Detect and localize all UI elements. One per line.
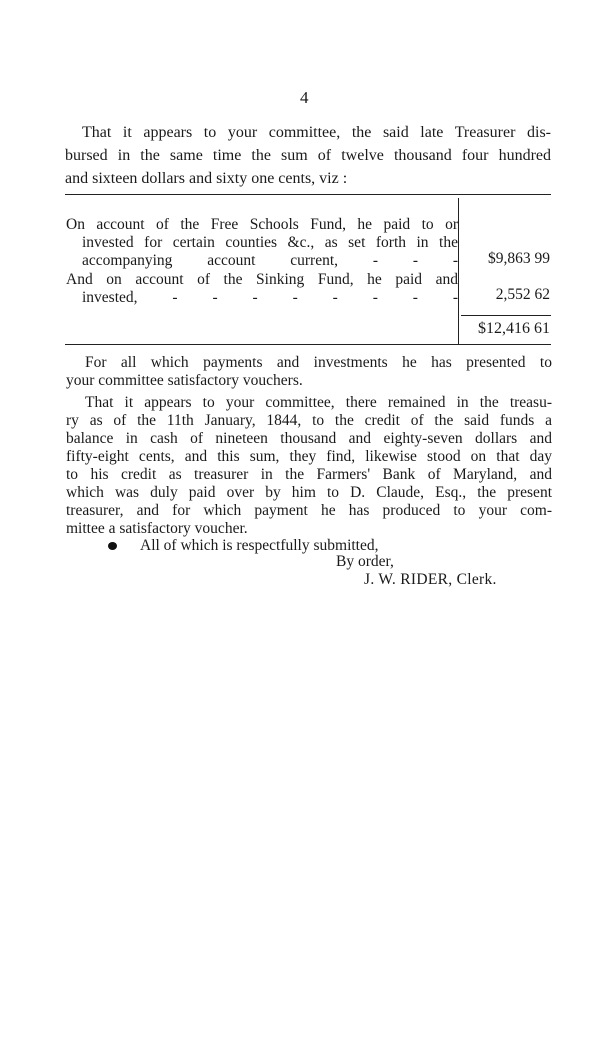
balance-paragraph xyxy=(66,394,552,538)
page-number: 4 xyxy=(300,88,309,107)
text-line: to his credit as treasurer in the Farmers' Bank of Maryland, and xyxy=(66,466,552,483)
text-line: and sixteen dollars and sixty one cents, viz : xyxy=(65,170,348,187)
signature: J. W. RIDER, Clerk. xyxy=(364,571,497,588)
total-rule xyxy=(461,315,551,316)
amount-column-divider xyxy=(458,198,459,344)
text-line: invested, - - - - - - - - xyxy=(82,289,458,306)
vouchers-paragraph xyxy=(66,354,552,390)
account-free-schools xyxy=(66,216,458,270)
text-line: treasurer, and for which payment he has produced to your com- xyxy=(66,502,552,519)
text-line: fifty-eight cents, and this sum, they find, likewise stood on that day xyxy=(66,448,552,465)
text-line: your committee satisfactory vouchers. xyxy=(66,372,303,389)
text-line: For all which payments and investments he has presented to xyxy=(85,354,552,371)
text-line: balance in cash of nineteen thousand and eighty-seven dollars and xyxy=(66,430,552,447)
text-line: mittee a satisfactory voucher. xyxy=(66,520,248,537)
text-line: bursed in the same time the sum of twelve thousand four hundred xyxy=(65,147,551,164)
text-line: ry as of the 11th January, 1844, to the credit of the said funds a xyxy=(66,412,552,429)
text-line: That it appears to your committee, there remained in the treasu- xyxy=(85,394,552,411)
text-line: And on account of the Sinking Fund, he paid and xyxy=(66,271,458,288)
ink-blot xyxy=(108,542,117,550)
intro-paragraph xyxy=(65,121,551,190)
account-sinking-fund xyxy=(66,271,458,307)
text-line: accompanying account current, - - - xyxy=(82,252,458,269)
text-line: That it appears to your committee, the said late Treasurer dis- xyxy=(82,124,551,141)
text-line: which was duly paid over by him to D. Claude, Esq., the present xyxy=(66,484,552,501)
text-line: invested for certain counties &c., as set forth in the xyxy=(82,234,458,251)
amount-sinking-fund: 2,552 62 xyxy=(495,286,550,303)
by-order: By order, xyxy=(336,553,394,570)
table-top-rule xyxy=(65,194,551,195)
total-amount: $12,416 61 xyxy=(478,320,550,337)
closing-statement: All of which is respectfully submitted, xyxy=(140,537,379,554)
table-bottom-rule xyxy=(65,344,551,345)
text-line: On account of the Free Schools Fund, he paid to or xyxy=(66,216,458,233)
amount-free-schools: $9,863 99 xyxy=(488,250,550,267)
